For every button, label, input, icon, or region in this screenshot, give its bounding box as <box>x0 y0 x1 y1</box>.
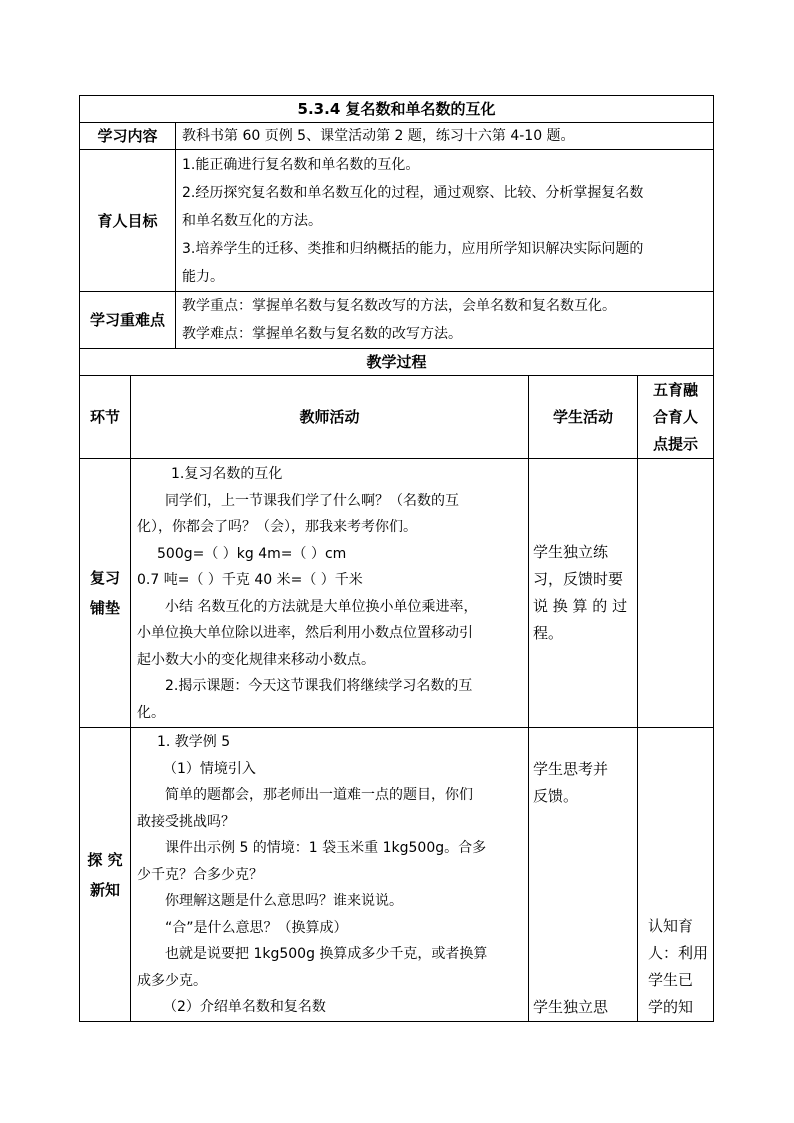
explore-five-line: 学的知 <box>648 998 694 1016</box>
explore-student-block <box>533 728 633 810</box>
review-stage-line: 铺垫 <box>89 599 120 617</box>
explore-teacher-line: 成多少克。 <box>137 972 207 989</box>
review-student-line: 说 换 算 的 过 <box>533 597 628 615</box>
key-points-row <box>80 292 714 349</box>
explore-five-line: 学生已 <box>648 971 694 989</box>
explore-row <box>80 728 714 1022</box>
col-five-line: 五育融 <box>653 380 699 399</box>
explore-stage-line: 新知 <box>89 880 120 899</box>
goal-line: 能力。 <box>182 269 224 285</box>
col-student-header: 学生活动 <box>529 376 638 459</box>
explore-student-block-2 <box>533 994 608 1021</box>
review-student-line: 习，反馈时要 <box>533 570 624 588</box>
explore-teacher-line: 你理解这题是什么意思吗？谁来说说。 <box>165 893 403 909</box>
explore-five-cell <box>638 728 714 1022</box>
review-teacher-line: 小结 名数互化的方法就是大单位换小单位乘进率， <box>165 598 478 615</box>
explore-teacher-line: 课件出示例 5 的情境：1 袋玉米重 1kg500g。合多 <box>165 840 487 856</box>
explore-student-line-2: 学生独立思 <box>533 998 609 1016</box>
explore-teacher-line: 简单的题都会，那老师出一道难一点的题目，你们 <box>165 787 473 803</box>
explore-five-line: 人：利用 <box>648 944 709 962</box>
goals-row <box>80 150 714 292</box>
col-five-line: 点提示 <box>653 434 699 453</box>
review-teacher-line: 2.揭示课题：今天这节课我们将继续学习名数的互 <box>165 678 473 694</box>
key-point-line: 教学重点：掌握单名数与复名数改写的方法，会单名数和复名数互化。 <box>182 298 616 314</box>
review-teacher-line: 同学们，上一节课我们学了什么啊？（名数的互 <box>165 492 459 509</box>
review-teacher-line: 1.复习名数的互化 <box>171 466 283 482</box>
title-row <box>80 96 714 123</box>
explore-teacher-line: “合”是什么意思？（换算成） <box>165 919 348 936</box>
goal-line: 3.培养学生的迁移、类推和归纳概括的能力，应用所学知识解决实际问题的 <box>182 241 644 257</box>
key-points-cell <box>176 292 714 349</box>
content-label: 学习内容 <box>80 123 176 150</box>
explore-teacher-line: 敢接受挑战吗？ <box>137 813 235 830</box>
review-row <box>80 459 714 728</box>
process-header-row <box>80 376 714 459</box>
goal-line: 和单名数互化的方法。 <box>182 213 322 229</box>
explore-teacher-line: 1. 教学例 5 <box>157 734 231 750</box>
explore-stage-line: 探 究 <box>87 850 123 869</box>
goals-label: 育人目标 <box>80 150 176 292</box>
explore-student-line: 学生思考并 <box>533 760 609 778</box>
explore-stage <box>80 728 131 1022</box>
process-title-row <box>80 349 714 376</box>
explore-student-line: 反馈。 <box>533 787 579 805</box>
content-row <box>80 123 714 150</box>
explore-five-block <box>648 913 708 1021</box>
col-five-header <box>638 376 714 459</box>
goal-line: 1.能正确进行复名数和单名数的互化。 <box>182 157 420 173</box>
review-five-cell <box>638 459 714 728</box>
key-points-label: 学习重难点 <box>80 292 176 349</box>
explore-teacher-line: （1）情境引入 <box>163 760 256 777</box>
explore-teacher-line: （2）介绍单名数和复名数 <box>163 999 326 1015</box>
col-stage-header: 环节 <box>80 376 131 459</box>
lesson-title: 5.3.4 复名数和单名数的互化 <box>80 96 714 123</box>
col-five-line: 合育人 <box>653 407 699 426</box>
review-teacher-line: 0.7 吨=（ ）千克 40 米=（ ）千米 <box>137 572 363 588</box>
col-teacher-header: 教师活动 <box>131 376 529 459</box>
process-title: 教学过程 <box>80 349 714 376</box>
review-teacher-line: 化），你都会了吗？（会），那我来考考你们。 <box>137 519 417 535</box>
review-student-line: 学生独立练 <box>533 543 609 561</box>
key-point-line: 教学难点：掌握单名数与复名数的改写方法。 <box>182 326 462 342</box>
lesson-plan-table <box>79 95 714 1022</box>
explore-teacher-cell <box>131 728 529 1022</box>
goal-line: 2.经历探究复名数和单名数互化的过程，通过观察、比较、分析掌握复名数 <box>182 185 644 201</box>
review-stage <box>80 459 131 728</box>
review-teacher-line: 小单位换大单位除以进率，然后利用小数点位置移动引 <box>137 625 473 641</box>
review-stage-line: 复习 <box>89 569 120 587</box>
content-text: 教科书第 60 页例 5、课堂活动第 2 题，练习十六第 4-10 题。 <box>176 123 714 150</box>
review-teacher-cell <box>131 459 529 728</box>
explore-five-line: 认知育 <box>648 917 694 935</box>
explore-teacher-line: 少千克？合多少克？ <box>137 866 263 883</box>
review-teacher-line: 500g=（ ）kg 4m=（ ）cm <box>157 545 347 562</box>
review-teacher-line: 化。 <box>137 704 165 721</box>
explore-student-cell <box>529 728 638 1022</box>
goals-cell <box>176 150 714 292</box>
explore-teacher-line: 也就是说要把 1kg500g 换算成多少千克，或者换算 <box>165 946 488 962</box>
review-teacher-line: 起小数大小的变化规律来移动小数点。 <box>137 651 375 668</box>
review-student-line: 程。 <box>533 624 564 642</box>
review-student-cell <box>529 459 638 728</box>
